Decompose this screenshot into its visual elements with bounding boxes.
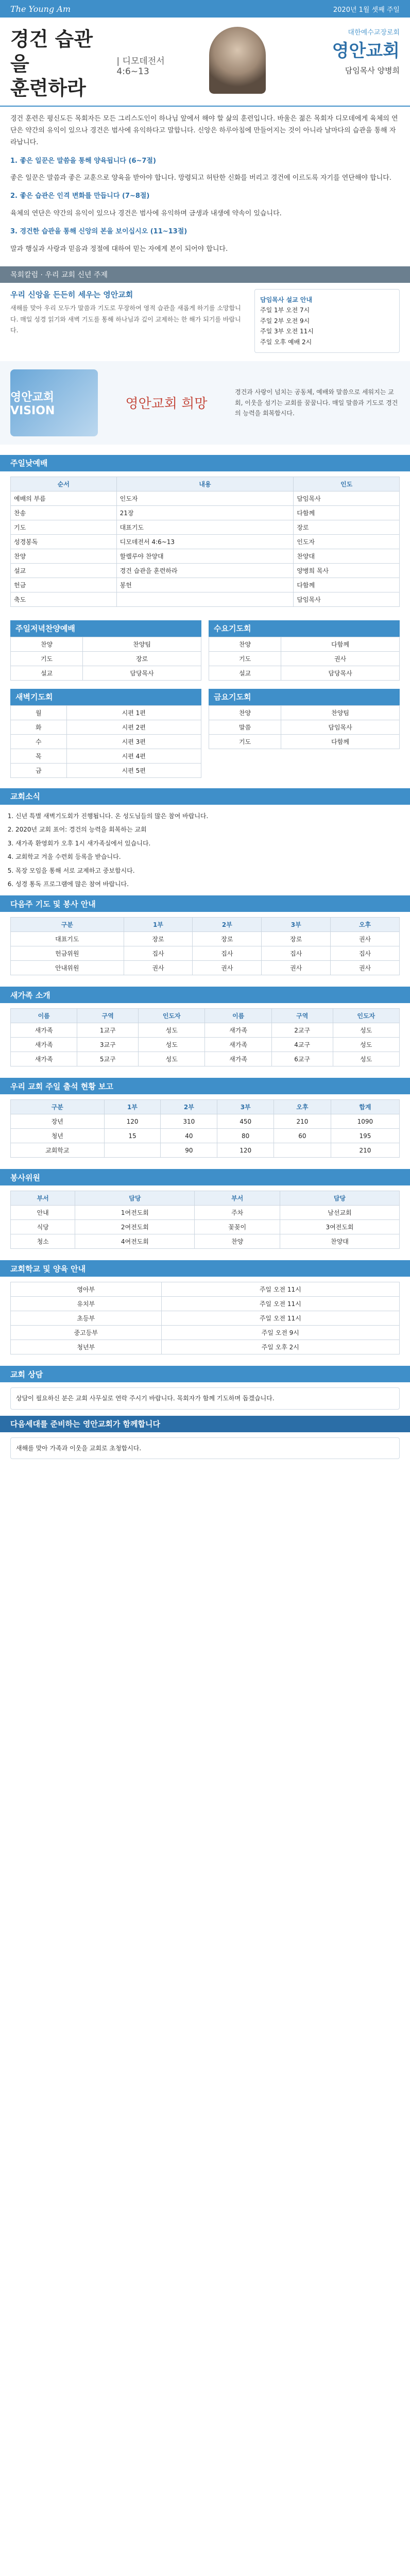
table-cell: 디모데전서 4:6~13 xyxy=(116,534,294,549)
column-bar: 목회칼럼 · 우리 교회 신년 주제 xyxy=(0,266,410,283)
service-row xyxy=(11,1220,400,1234)
table-cell: 40 xyxy=(161,1129,217,1143)
table-cell: 15 xyxy=(104,1129,161,1143)
dawn-prayer xyxy=(10,689,201,778)
table-cell: 예배의 부름 xyxy=(11,491,117,505)
table-header: 오후 xyxy=(331,918,400,932)
table-header: 이름 xyxy=(11,1009,77,1023)
prayer-row xyxy=(11,932,400,946)
stats-row xyxy=(11,1114,400,1129)
table-cell: 인도자 xyxy=(116,491,294,505)
evening-section xyxy=(0,620,410,681)
table-cell: 1여전도회 xyxy=(75,1206,195,1220)
table-cell: 양병희 목사 xyxy=(294,563,400,578)
new-family-section xyxy=(0,1003,410,1072)
sermon-point-3-text: 말과 행실과 사랑과 믿음과 정절에 대하여 믿는 자에게 본이 되어야 합니다. xyxy=(10,245,228,253)
table-cell: 210 xyxy=(274,1114,331,1129)
table-cell: 헌금위원 xyxy=(11,946,124,961)
table-cell: 찬양 xyxy=(11,549,117,563)
table-cell: 찬양팀 xyxy=(281,705,400,720)
table-header: 부서 xyxy=(11,1191,75,1206)
evening-left-title: 주일저녁찬양예배 xyxy=(10,620,201,637)
training-table xyxy=(10,1282,400,1354)
table-cell: 청년부 xyxy=(11,1340,162,1354)
news-item: 4. 교회학교 겨울 수련회 등록을 받습니다. xyxy=(15,852,395,862)
prayer-row xyxy=(11,946,400,961)
table-cell: 교회학교 xyxy=(11,1143,105,1158)
table-cell: 찬양 xyxy=(209,637,281,651)
sermon-schedule-box xyxy=(254,289,400,353)
table-cell: 성도 xyxy=(333,1023,399,1038)
news-item: 1. 신년 특별 새벽기도회가 진행됩니다. 온 성도님들의 많은 참여 바랍니다. xyxy=(15,811,395,821)
service-bar: 봉사위원 xyxy=(0,1169,410,1185)
dawn-row xyxy=(11,734,201,749)
table-cell: 장로 xyxy=(294,520,400,534)
schedule-line: 주일 2부 오전 9시 xyxy=(260,317,310,325)
table-cell: 꽃꽂이 xyxy=(195,1220,280,1234)
table-cell: 성도 xyxy=(139,1023,205,1038)
training-row xyxy=(11,1297,400,1311)
worship-row xyxy=(11,563,400,578)
friday-title: 금요기도회 xyxy=(209,689,400,705)
table-cell: 헌금 xyxy=(11,578,117,592)
table-cell: 성경봉독 xyxy=(11,534,117,549)
table-cell: 120 xyxy=(104,1114,161,1129)
pastor-column xyxy=(10,289,247,353)
table-cell: 5교구 xyxy=(77,1052,139,1066)
service-row xyxy=(11,1234,400,1249)
column-section xyxy=(0,283,410,353)
table-cell: 집사 xyxy=(331,946,400,961)
table-cell: 목 xyxy=(11,749,67,763)
worship-row xyxy=(11,592,400,606)
table-header: 1부 xyxy=(124,918,193,932)
table-cell: 새가족 xyxy=(205,1023,271,1038)
schedule-line: 주일 오후 예배 2시 xyxy=(260,338,312,346)
table-cell: 식당 xyxy=(11,1220,75,1234)
news-item: 2. 2020년 교회 표어: 경건의 능력을 회복하는 교회 xyxy=(15,824,395,835)
friday-row xyxy=(209,720,400,734)
table-cell: 집사 xyxy=(124,946,193,961)
table-cell: 영아부 xyxy=(11,1282,162,1297)
sermon-point-1-text: 좋은 일꾼은 말씀과 좋은 교훈으로 양육을 받아야 합니다. 망령되고 허탄한 신화를 버리고 경건에 이르도록 자기를 연단해야 합니다. xyxy=(10,174,391,182)
evening-row xyxy=(11,637,201,651)
sermon-point-3: 3. 경건한 습관을 통해 신앙의 본을 보이십시오 (11~13절) xyxy=(10,228,187,236)
table-cell: 말씀 xyxy=(209,720,281,734)
sermon-title-block xyxy=(10,27,200,100)
training-row xyxy=(11,1340,400,1354)
table-cell: 2교구 xyxy=(271,1023,333,1038)
table-header: 2부 xyxy=(161,1100,217,1114)
news-list xyxy=(0,811,410,889)
table-cell: 찬양대 xyxy=(294,549,400,563)
table-cell: 담당목사 xyxy=(281,666,400,680)
table-cell: 수 xyxy=(11,734,67,749)
table-cell: 주일 오전 11시 xyxy=(161,1297,399,1311)
new-family-table xyxy=(10,1008,400,1066)
table-cell: 권사 xyxy=(262,961,331,975)
worship-order xyxy=(0,471,410,612)
table-cell: 찬양팀 xyxy=(83,637,201,651)
table-cell: 310 xyxy=(161,1114,217,1129)
table-cell: 120 xyxy=(217,1143,274,1158)
sermon-title-line2: 훈련하라 xyxy=(10,76,86,99)
table-header: 오후 xyxy=(274,1100,331,1114)
training-row xyxy=(11,1282,400,1297)
table-cell: 대표기도 xyxy=(11,932,124,946)
table-cell xyxy=(116,592,294,606)
table-cell: 시편 3편 xyxy=(66,734,201,749)
friday-prayer xyxy=(209,689,400,778)
pastor-name: 담임목사 양병희 xyxy=(345,66,400,75)
news-item: 3. 새가족 환영회가 오후 1시 새가족실에서 있습니다. xyxy=(15,838,395,849)
table-cell: 봉헌 xyxy=(116,578,294,592)
schedule-title: 담임목사 설교 안내 xyxy=(260,296,313,304)
vision-slogan: 영안교회 희망 xyxy=(125,396,208,412)
evening-row xyxy=(11,651,201,666)
table-cell: 시편 4편 xyxy=(66,749,201,763)
evening-right xyxy=(209,620,400,681)
table-cell: 안내 xyxy=(11,1206,75,1220)
table-cell: 중고등부 xyxy=(11,1326,162,1340)
schedule-line: 주일 3부 오전 11시 xyxy=(260,328,314,335)
table-cell: 화 xyxy=(11,720,67,734)
table-cell: 권사 xyxy=(193,961,262,975)
table-cell: 권사 xyxy=(281,651,400,666)
evening-left xyxy=(10,620,201,681)
table-cell: 집사 xyxy=(262,946,331,961)
new-family-row xyxy=(11,1038,400,1052)
table-cell: 설교 xyxy=(11,563,117,578)
table-cell: 다함께 xyxy=(281,637,400,651)
wednesday-row xyxy=(209,666,400,680)
table-cell: 210 xyxy=(331,1143,399,1158)
counsel-text: 상담이 필요하신 분은 교회 사무실로 연락 주시기 바랍니다. 목회자가 함께 기도하며 돕겠습니다. xyxy=(10,1387,400,1409)
table-cell: 주차 xyxy=(195,1206,280,1220)
table-cell: 설교 xyxy=(209,666,281,680)
table-cell: 인도자 xyxy=(294,534,400,549)
worship-row xyxy=(11,505,400,520)
dawn-row xyxy=(11,705,201,720)
friday-row xyxy=(209,705,400,720)
table-cell: 장로 xyxy=(262,932,331,946)
table-cell: 450 xyxy=(217,1114,274,1129)
table-cell: 장로 xyxy=(193,932,262,946)
sermon-verse: | 디모데전서 4:6~13 xyxy=(116,56,165,77)
sermon-point-1: 1. 좋은 일꾼은 말씀을 통해 양육됩니다 (6~7절) xyxy=(10,157,156,165)
issue-date: 2020년 1월 셋째 주일 xyxy=(333,6,400,14)
table-cell: 4여전도회 xyxy=(75,1234,195,1249)
table-cell xyxy=(274,1143,331,1158)
table-cell: 4교구 xyxy=(271,1038,333,1052)
pastor-portrait xyxy=(209,27,266,94)
table-cell: 21장 xyxy=(116,505,294,520)
stats-bar: 우리 교회 주일 출석 현황 보고 xyxy=(0,1078,410,1094)
table-cell: 월 xyxy=(11,705,67,720)
table-cell: 주일 오전 11시 xyxy=(161,1311,399,1326)
new-family-row xyxy=(11,1023,400,1038)
prayer-section xyxy=(0,912,410,980)
column-text: 새해를 맞아 우리 모두가 말씀과 기도로 무장하여 영적 습관을 새롭게 하기를 소망합니다. 매일 성경 읽기와 새벽 기도를 통해 하나님과 깊이 교제하는 한 해가 되기를 바랍니다. xyxy=(10,304,241,334)
dawn-row xyxy=(11,749,201,763)
table-cell: 담임목사 xyxy=(281,720,400,734)
evening-right-title: 수요기도회 xyxy=(209,620,400,637)
table-cell: 시편 2편 xyxy=(66,720,201,734)
table-cell: 초등부 xyxy=(11,1311,162,1326)
table-cell: 기도 xyxy=(209,734,281,749)
friday-row xyxy=(209,734,400,749)
table-cell: 60 xyxy=(274,1129,331,1143)
dawn-friday-section xyxy=(0,689,410,778)
table-header: 구역 xyxy=(271,1009,333,1023)
vision-logo: 영안교회 VISION xyxy=(10,369,98,436)
prayer-bar: 다음주 기도 및 봉사 안내 xyxy=(0,895,410,912)
table-cell: 6교구 xyxy=(271,1052,333,1066)
table-cell: 기도 xyxy=(11,651,83,666)
prayer-table xyxy=(10,917,400,975)
table-cell: 담당목사 xyxy=(83,666,201,680)
church-block xyxy=(266,27,400,100)
worship-row xyxy=(11,578,400,592)
table-header: 3부 xyxy=(262,918,331,932)
table-cell: 찬양 xyxy=(195,1234,280,1249)
column-title: 우리 신앙을 든든히 세우는 영안교회 xyxy=(10,290,133,300)
evening-left-table xyxy=(10,637,201,681)
table-cell: 유치부 xyxy=(11,1297,162,1311)
worship-row xyxy=(11,520,400,534)
sermon-point-2-text: 육체의 연단은 약간의 유익이 있으나 경건은 범사에 유익하며 금생과 내생에 약속이 있습니다. xyxy=(10,209,282,217)
service-section xyxy=(0,1185,410,1254)
table-cell: 주일 오전 9시 xyxy=(161,1326,399,1340)
table-cell: 금 xyxy=(11,763,67,777)
table-cell: 주일 오후 2시 xyxy=(161,1340,399,1354)
wednesday-row xyxy=(209,637,400,651)
stats-table xyxy=(10,1099,400,1158)
table-cell: 권사 xyxy=(331,932,400,946)
table-cell: 성도 xyxy=(333,1038,399,1052)
table-cell: 기도 xyxy=(11,520,117,534)
training-section xyxy=(0,1277,410,1360)
table-header: 담당 xyxy=(280,1191,399,1206)
dawn-table xyxy=(10,705,201,778)
stats-row xyxy=(11,1143,400,1158)
table-header: 3부 xyxy=(217,1100,274,1114)
table-cell: 축도 xyxy=(11,592,117,606)
table-cell: 장로 xyxy=(124,932,193,946)
table-cell: 청년 xyxy=(11,1129,105,1143)
table-cell: 성도 xyxy=(333,1052,399,1066)
invite-bar: 다음세대를 준비하는 영안교회가 함께합니다 xyxy=(0,1416,410,1432)
sermon-title-line1: 경건 습관을 xyxy=(10,27,93,75)
training-row xyxy=(11,1326,400,1340)
table-cell: 성도 xyxy=(139,1052,205,1066)
dawn-row xyxy=(11,763,201,777)
table-cell: 설교 xyxy=(11,666,83,680)
new-family-row xyxy=(11,1052,400,1066)
table-cell: 3여전도회 xyxy=(280,1220,399,1234)
stats-row xyxy=(11,1129,400,1143)
table-header: 구역 xyxy=(77,1009,139,1023)
table-header: 2부 xyxy=(193,918,262,932)
table-header: 인도자 xyxy=(333,1009,399,1023)
table-cell: 장로 xyxy=(83,651,201,666)
table-cell: 할렐루야 찬양대 xyxy=(116,549,294,563)
table-cell: 대표기도 xyxy=(116,520,294,534)
table-header: 구분 xyxy=(11,918,124,932)
table-header: 담당 xyxy=(75,1191,195,1206)
table-cell: 새가족 xyxy=(11,1052,77,1066)
table-cell: 다함께 xyxy=(294,578,400,592)
invite-text: 새해를 맞아 가족과 이웃을 교회로 초청합시다. xyxy=(10,1437,400,1459)
table-cell: 다함께 xyxy=(294,505,400,520)
table-cell: 권사 xyxy=(124,961,193,975)
table-header: 합계 xyxy=(331,1100,399,1114)
evening-row xyxy=(11,666,201,680)
training-row xyxy=(11,1311,400,1326)
table-cell: 성도 xyxy=(139,1038,205,1052)
sermon-point-2: 2. 좋은 습관은 인격 변화를 만듭니다 (7~8절) xyxy=(10,192,150,200)
table-cell: 찬양 xyxy=(209,705,281,720)
table-cell: 3교구 xyxy=(77,1038,139,1052)
table-header: 인도자 xyxy=(139,1009,205,1023)
table-cell: 1090 xyxy=(331,1114,399,1129)
table-cell: 찬양대 xyxy=(280,1234,399,1249)
stats-section xyxy=(0,1094,410,1163)
worship-row xyxy=(11,491,400,505)
dawn-title: 새벽기도회 xyxy=(10,689,201,705)
table-cell: 새가족 xyxy=(205,1052,271,1066)
table-cell: 기도 xyxy=(209,651,281,666)
church-denomination: 대한예수교장로회 xyxy=(348,29,400,37)
vision-section xyxy=(0,361,410,445)
top-bar xyxy=(0,0,410,18)
sermon-intro: 경건 훈련은 평신도든 목회자든 모든 그리스도인이 하나님 앞에서 해야 할 삶의 훈련입니다. 바울은 젊은 목회자 디모데에게 육체의 연단은 약간의 유익이 있으나 경건은 범사에 유익하다고 말합니다. 신앙은 하루아침에 만들어지는 것이 아니라 날마다의 습관을 통해 자라납니다. xyxy=(10,114,398,147)
table-cell: 담임목사 xyxy=(294,491,400,505)
worship-table xyxy=(10,477,400,607)
table-cell: 찬송 xyxy=(11,505,117,520)
table-cell: 2여전도회 xyxy=(75,1220,195,1234)
table-cell: 장년 xyxy=(11,1114,105,1129)
table-cell: 80 xyxy=(217,1129,274,1143)
table-cell: 새가족 xyxy=(11,1023,77,1038)
table-header: 구분 xyxy=(11,1100,105,1114)
worship-header: 인도 xyxy=(294,477,400,491)
church-name: 영안교회 xyxy=(332,41,400,61)
news-bar: 교회소식 xyxy=(0,788,410,805)
table-cell: 90 xyxy=(161,1143,217,1158)
worship-header: 내용 xyxy=(116,477,294,491)
wednesday-row xyxy=(209,651,400,666)
table-cell: 남선교회 xyxy=(280,1206,399,1220)
table-header: 부서 xyxy=(195,1191,280,1206)
service-row xyxy=(11,1206,400,1220)
table-cell: 주일 오전 11시 xyxy=(161,1282,399,1297)
table-cell: 시편 5편 xyxy=(66,763,201,777)
worship-header: 순서 xyxy=(11,477,117,491)
evening-right-table xyxy=(209,637,400,681)
table-header: 1부 xyxy=(104,1100,161,1114)
worship-bar: 주일낮예배 xyxy=(0,455,410,471)
service-table xyxy=(10,1191,400,1249)
table-cell: 집사 xyxy=(193,946,262,961)
new-family-bar: 새가족 소개 xyxy=(0,987,410,1003)
table-cell: 1교구 xyxy=(77,1023,139,1038)
training-bar: 교회학교 및 양육 안내 xyxy=(0,1260,410,1277)
bulletin-header xyxy=(0,18,410,107)
friday-table xyxy=(209,705,400,749)
table-cell: 권사 xyxy=(331,961,400,975)
prayer-row xyxy=(11,961,400,975)
counsel-bar: 교회 상담 xyxy=(0,1366,410,1382)
table-cell: 담임목사 xyxy=(294,592,400,606)
table-cell: 새가족 xyxy=(205,1038,271,1052)
table-cell xyxy=(104,1143,161,1158)
table-cell: 새가족 xyxy=(11,1038,77,1052)
worship-row xyxy=(11,549,400,563)
bulletin-logo: The Young Am xyxy=(10,4,71,14)
table-cell: 195 xyxy=(331,1129,399,1143)
table-cell: 찬양 xyxy=(11,637,83,651)
vision-info: 경건과 사랑이 넘치는 공동체, 예배와 말씀으로 세워지는 교회, 이웃을 섬기는 교회를 꿈꿉니다. 매일 말씀과 기도로 경건의 능력을 회복합시다. xyxy=(235,388,398,417)
table-header: 이름 xyxy=(205,1009,271,1023)
news-item: 5. 목장 모임을 통해 서로 교제하고 중보합시다. xyxy=(15,866,395,876)
table-cell: 다함께 xyxy=(281,734,400,749)
table-cell: 청소 xyxy=(11,1234,75,1249)
worship-row xyxy=(11,534,400,549)
schedule-line: 주일 1부 오전 7시 xyxy=(260,307,310,314)
table-cell: 경건 습관을 훈련하라 xyxy=(116,563,294,578)
news-item: 6. 성경 통독 프로그램에 많은 참여 바랍니다. xyxy=(15,879,395,889)
dawn-row xyxy=(11,720,201,734)
table-cell: 시편 1편 xyxy=(66,705,201,720)
sermon-body xyxy=(0,107,410,267)
table-cell: 안내위원 xyxy=(11,961,124,975)
